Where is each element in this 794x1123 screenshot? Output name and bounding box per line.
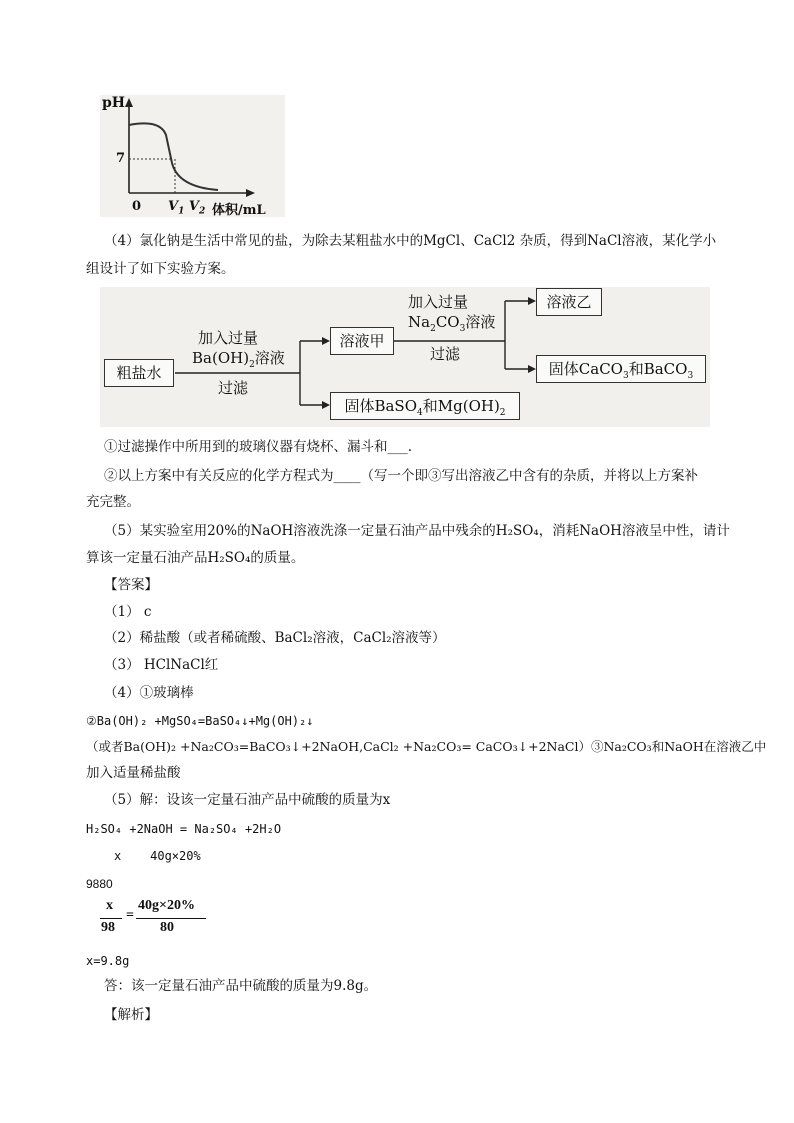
graph-x-origin: 0 bbox=[132, 199, 142, 214]
frac-left-bar bbox=[100, 918, 122, 919]
ph-graph bbox=[100, 95, 285, 217]
q5-line1: （5）某实验室用20%的NaOH溶液洗涤一定量石油产品中残余的H₂SO₄，消耗NaOH溶液呈中性，请计 bbox=[104, 523, 730, 539]
graph-y-label: pH bbox=[102, 95, 126, 111]
q4-sub2-line2: 充完整。 bbox=[86, 494, 140, 510]
q4-sub2-line1: ②以上方案中有关反应的化学方程式为____（写一个即③写出溶液乙中含有的杂质，并将以上方案补 bbox=[104, 468, 698, 484]
box-solution-yi: 溶液乙 bbox=[536, 288, 602, 316]
graph-x-ticks: $V_1$ $V_2$ bbox=[168, 199, 206, 217]
answer-5-final: 答：该一定量石油产品中硫酸的质量为9.8g。 bbox=[104, 978, 378, 994]
analysis-header: 【解析】 bbox=[104, 1007, 158, 1023]
answer-eq2: （或者Ba(OH)₂ +Na₂CO₃=BaCO₃↓+2NaOH,CaCl₂ +Na₂CO₃= CaCO₃↓+2NaCl）③Na₂CO₃和NaOH在溶液乙中 bbox=[86, 739, 767, 754]
step2-top-label: 加入过量 bbox=[408, 293, 469, 311]
frac-left-num: x bbox=[106, 898, 113, 913]
box-crude-brine: 粗盐水 bbox=[104, 359, 174, 387]
answer-5-result: x=9.8g bbox=[86, 954, 130, 968]
q5-line2: 算该一定量石油产品H₂SO₄的质量。 bbox=[86, 550, 305, 566]
step1-filter-label: 过滤 bbox=[218, 379, 249, 397]
box-solid-baso4-mgoh2: 固体BaSO$_4$和$Mg(OH)_2$ bbox=[330, 392, 520, 420]
frac-right-num: 40g×20% bbox=[138, 898, 195, 913]
step2-filter-label: 过滤 bbox=[430, 345, 461, 363]
step1-reagent-label: $Ba(OH)_2$溶液 bbox=[192, 349, 285, 370]
answer-3: （3） HClNaCl红 bbox=[104, 657, 219, 673]
flow-diagram bbox=[100, 287, 710, 427]
answer-5-mass: 9880 bbox=[86, 877, 113, 891]
q4-sub1: ①过滤操作中所用到的玻璃仪器有烧杯、漏斗和___. bbox=[104, 439, 413, 455]
answer-5-values: x 40g×20% bbox=[114, 849, 201, 863]
answer-4: （4）①玻璃棒 bbox=[104, 685, 194, 701]
step1-top-label: 加入过量 bbox=[198, 329, 259, 347]
graph-y-tick: 7 bbox=[116, 151, 126, 166]
q4-intro-line2: 组设计了如下实验方案。 bbox=[86, 261, 235, 277]
answer-5-equation: H₂SO₄ +2NaOH = Na₂SO₄ +2H₂O bbox=[86, 822, 282, 836]
box-solution-jia: 溶液甲 bbox=[330, 327, 394, 355]
fraction-equation bbox=[100, 898, 220, 942]
graph-x-label: 体积/mL bbox=[212, 203, 266, 218]
box-solid-caco3-baco3: 固体CaCO$_3$和BaCO$_3$ bbox=[536, 355, 706, 383]
frac-right-den: 80 bbox=[160, 920, 174, 935]
frac-right-bar bbox=[136, 918, 206, 919]
frac-equals: = bbox=[126, 908, 134, 923]
frac-left-den: 98 bbox=[101, 920, 115, 935]
answer-1: （1） c bbox=[104, 604, 152, 620]
answer-header: 【答案】 bbox=[104, 577, 158, 593]
answer-eq1: ②Ba(OH)₂ +MgSO₄=BaSO₄↓+Mg(OH)₂↓ bbox=[86, 714, 314, 728]
q4-intro-line1: （4）氯化钠是生活中常见的盐，为除去某粗盐水中的MgCl、CaCl2 杂质，得到NaCl溶液，某化学小 bbox=[104, 233, 717, 249]
answer-eq3: 加入适量稀盐酸 bbox=[86, 765, 181, 781]
answer-5-intro: （5）解：设该一定量石油产品中硫酸的质量为x bbox=[104, 792, 391, 808]
answer-2: （2）稀盐酸（或者稀硫酸、BaCl₂溶液，CaCl₂溶液等） bbox=[104, 630, 446, 646]
step2-reagent-label: $Na_2CO_3$溶液 bbox=[408, 313, 496, 334]
